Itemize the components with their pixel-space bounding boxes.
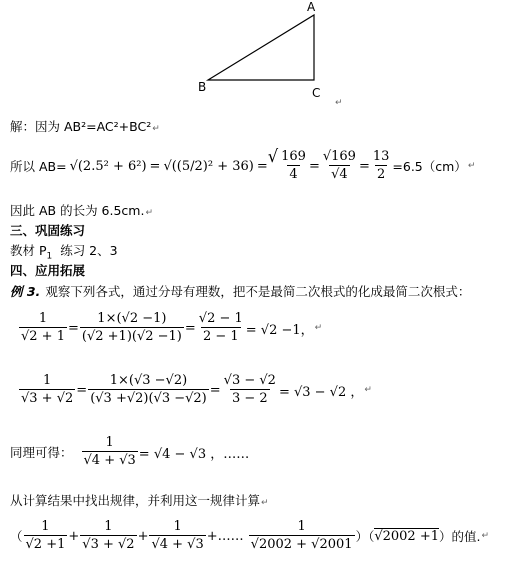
eq2-den2: (√3 +√2)(√3 −√2) (90, 391, 207, 406)
similarly-num: 1 (105, 435, 114, 450)
equals-1: = (149, 158, 161, 174)
eq2-den3: 3 − 2 (231, 391, 268, 406)
similarly-frac (82, 435, 138, 469)
den-sqrt4: √4 (331, 167, 348, 182)
final-end: ）的值. (439, 529, 481, 544)
eq1-den3: 2 − 1 (202, 329, 239, 344)
eq2-num3: √3 − √2 (223, 373, 276, 388)
final-frac-1 (24, 519, 68, 553)
eq1-frac-2 (80, 311, 184, 345)
eq2-frac-2 (88, 373, 209, 407)
paragraph-mark: ↵ (364, 385, 372, 395)
eq2-num1: 1 (43, 373, 52, 388)
paragraph-mark: ↵ (481, 531, 490, 541)
example-3-label: 例 3. (10, 284, 41, 299)
frac-num-169: 169 (281, 149, 306, 164)
ab-calculation (10, 142, 475, 190)
sqrt-169-over-4: √ $\frac{169}{4}$ (267, 146, 306, 182)
expr-sqrt-sum: √(2.5² + 6²) (69, 158, 147, 174)
paragraph-mark: ↵ (152, 124, 160, 134)
solution-line (10, 117, 160, 135)
eq1-num3: √2 − 1 (198, 311, 243, 326)
equation-1 (18, 311, 322, 345)
ab-result: =6.5（cm） (392, 159, 467, 174)
final-expression (10, 519, 489, 553)
expr-sqrt-frac: √((5/2)² + 36) (163, 158, 254, 174)
final-f1-den: √2 +1 (25, 537, 66, 552)
ab-prefix: 所以 AB= (10, 159, 67, 174)
conclusion-text: 因此 AB 的长为 6.5cm. (10, 203, 145, 218)
eq1-num2: 1×(√2 −1) (97, 311, 167, 326)
eq2-frac-1 (19, 373, 75, 407)
vertex-b-label: B (198, 80, 207, 94)
final-frac-4 (249, 519, 355, 553)
final-open-paren: （ (10, 529, 23, 544)
textbook-line (10, 241, 118, 262)
final-frac-2 (80, 519, 136, 553)
final-f1-num: 1 (41, 519, 50, 534)
example-3-text: 观察下列各式，通过分母有理数，把不是最简二次根式的化成最简二次根式： (45, 284, 471, 299)
final-frac-3 (149, 519, 205, 553)
solution-text: 解：因为 AB²=AC²+BC² (10, 119, 152, 134)
final-f4-den: √2002 + √2001 (250, 537, 353, 552)
final-f2-den: √3 + √2 (82, 537, 135, 552)
right-triangle-figure (195, 0, 335, 100)
final-close-paren: ）（ (355, 529, 375, 544)
conclusion-line (10, 201, 153, 219)
similarly-den: √4 + √3 (83, 453, 136, 468)
final-f3-den: √4 + √3 (151, 537, 204, 552)
paragraph-mark: ↵ (314, 323, 323, 333)
frac-13-2 (371, 149, 392, 183)
textbook-sub: 1 (46, 251, 53, 262)
final-f3-num: 1 (173, 519, 182, 534)
eq2-tail: = √3 − √2 ， (278, 384, 364, 400)
final-multiplier: √2002 +1 (374, 529, 439, 544)
equals-3: = (308, 158, 320, 174)
num-sqrt169: √169 (322, 149, 356, 164)
vertex-a-label: A (307, 0, 316, 14)
similarly-line (10, 435, 249, 469)
num-13: 13 (372, 149, 390, 164)
paragraph-mark: ↵ (335, 98, 343, 108)
similarly-tail: = √4 − √3 ，…… (138, 446, 250, 462)
section-3-heading: 三、巩固练习 (10, 223, 86, 238)
den-2: 2 (376, 167, 386, 182)
eq1-frac-3 (197, 311, 245, 345)
final-f2-num: 1 (104, 519, 113, 534)
section-4-heading: 四、应用拓展 (10, 263, 86, 278)
eq2-frac-3 (222, 373, 278, 407)
final-dots: +…… (206, 528, 244, 544)
textbook-rest: 练习 2、3 (52, 243, 118, 258)
eq1-equals-2: = (184, 320, 196, 336)
eq2-equals-2: = (209, 382, 221, 398)
eq1-den1: √2 + 1 (21, 329, 65, 344)
vertex-c-label: C (312, 86, 321, 100)
paragraph-mark: ↵ (261, 498, 269, 508)
eq2-den1: √3 + √2 (21, 391, 74, 406)
eq1-equals-1: = (67, 320, 79, 336)
paragraph-mark: ↵ (467, 161, 476, 171)
paragraph-mark: ↵ (145, 208, 153, 218)
equals-2: = (256, 158, 268, 174)
frac-den-4: 4 (289, 167, 298, 182)
triangle-shape (208, 15, 314, 80)
example-3-line (10, 282, 470, 300)
equation-2 (18, 373, 372, 407)
eq2-num2: 1×(√3 −√2) (109, 373, 188, 388)
final-f4-num: 1 (297, 519, 306, 534)
final-plus-2: + (137, 528, 149, 544)
final-plus-1: + (68, 528, 80, 544)
find-rule-text: 从计算结果中找出规律，并利用这一规律计算 (10, 493, 261, 508)
eq1-den2: (√2 +1)(√2 −1) (81, 329, 182, 344)
find-rule-line (10, 491, 269, 509)
eq1-frac-1 (19, 311, 67, 345)
eq2-equals-1: = (76, 382, 88, 398)
frac-sqrt169-sqrt4 (321, 149, 358, 183)
eq1-num1: 1 (38, 311, 48, 326)
textbook-prefix: 教材 P (10, 243, 47, 258)
eq1-tail: = √2 −1， (245, 322, 314, 338)
equals-4: = (358, 158, 370, 174)
similarly-prefix: 同理可得： (10, 445, 73, 460)
